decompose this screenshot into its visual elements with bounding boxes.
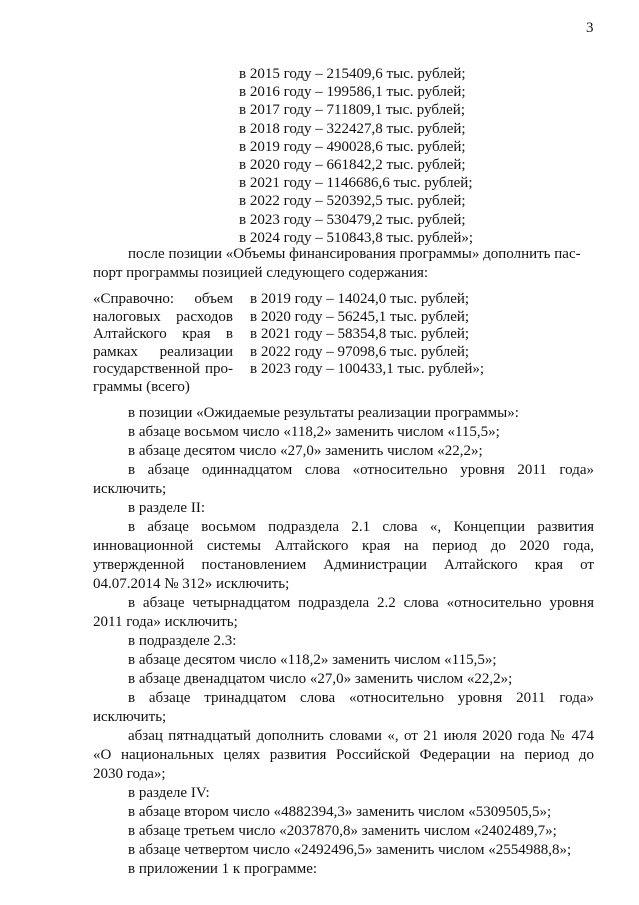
funding-year-row: в 2017 году – 711809,1 тыс. рублей; (239, 102, 465, 119)
body-line: в приложении 1 к программе: (128, 861, 318, 877)
reference-label-line: государственной про- (93, 361, 233, 378)
body-line: в абзаце четырнадцатом подраздела 2.2 слова «относительно уровня (128, 595, 594, 611)
body-line: в абзаце тринадцатом слова «относительно уровня 2011 года» (128, 690, 594, 706)
body-line: исключить; (93, 709, 167, 725)
page-number: 3 (586, 20, 594, 36)
body-line: в позиции «Ожидаемые результаты реализации программы»: (128, 405, 519, 421)
funding-by-year-list (239, 65, 473, 247)
funding-year-row: в 2020 году – 661842,2 тыс. рублей; (239, 157, 466, 174)
body-line: утвержденной постановлением Администрации Алтайского края от (93, 557, 594, 573)
body-line: в подразделе 2.3: (128, 633, 237, 649)
funding-year-row: в 2019 году – 490028,6 тыс. рублей; (239, 138, 466, 155)
body-line: 2011 года» исключить; (93, 614, 238, 630)
funding-year-row: в 2015 году – 215409,6 тыс. рублей; (239, 66, 466, 82)
body-line: в абзаце втором число «4882394,3» заменить числом «5309505,5»; (128, 804, 552, 820)
body-line: в абзаце десятом число «27,0» заменить числом «22,2»; (128, 443, 483, 459)
funding-year-row: в 2022 году – 520392,5 тыс. рублей; (239, 193, 466, 210)
reference-label (93, 291, 233, 397)
body-line: в абзаце восьмом число «118,2» заменить числом «115,5»; (128, 424, 500, 440)
body-line: 04.07.2014 № 312» исключить; (93, 576, 290, 592)
body-line: в абзаце двенадцатом число «27,0» заменить числом «22,2»; (128, 671, 513, 687)
body-line: 2030 года»; (93, 766, 166, 782)
body-line: в разделе II: (128, 500, 205, 516)
body-line: абзац пятнадцатый дополнить словами «, от 21 июля 2020 года № 474 (128, 728, 594, 744)
body-line: в разделе IV: (128, 785, 210, 801)
reference-value-row: в 2022 году – 97098,6 тыс. рублей; (250, 343, 470, 360)
intro-line: после позиции «Объемы финансирования программы» дополнить пас- (128, 246, 581, 262)
reference-value-row: в 2019 году – 14024,0 тыс. рублей; (250, 291, 470, 307)
funding-year-row: в 2021 году – 1146686,6 тыс. рублей; (239, 175, 473, 192)
intro-line: порт программы позицией следующего содержания: (93, 265, 429, 281)
body-line: в абзаце десятом число «118,2» заменить числом «115,5»; (128, 652, 497, 668)
body-line: исключить; (93, 481, 167, 497)
funding-year-row: в 2023 году – 530479,2 тыс. рублей; (239, 211, 466, 228)
body-line: в абзаце третьем число «2037870,8» заменить числом «2402489,7»; (128, 823, 557, 839)
body-line: в абзаце одиннадцатом слова «относительно уровня 2011 года» (128, 462, 594, 478)
reference-label-line: Алтайского края в (93, 326, 233, 343)
reference-label-line: «Справочно: объем (93, 291, 233, 307)
reference-label-line: налоговых расходов (93, 308, 233, 325)
body-line: инновационной системы Алтайского края на период до 2020 года, (93, 538, 594, 554)
reference-label-line: рамках реализации (93, 343, 233, 360)
reference-value-row: в 2023 году – 100433,1 тыс. рублей»; (250, 361, 485, 378)
funding-year-row: в 2024 году – 510843,8 тыс. рублей»; (239, 229, 474, 246)
body-line: в абзаце восьмом подраздела 2.1 слова «, Концепции развития (128, 519, 594, 535)
reference-value-row: в 2020 году – 56245,1 тыс. рублей; (250, 308, 470, 325)
reference-label-line: граммы (всего) (93, 378, 190, 395)
funding-year-row: в 2016 году – 199586,1 тыс. рублей; (239, 84, 466, 101)
funding-year-row: в 2018 году – 322427,8 тыс. рублей; (239, 120, 466, 137)
body-line: «О национальных целях развития Российской Федерации на период до (93, 747, 594, 763)
body-line: в абзаце четвертом число «2492496,5» заменить числом «2554988,8»; (128, 842, 572, 858)
reference-values (250, 291, 484, 379)
reference-value-row: в 2021 году – 58354,8 тыс. рублей; (250, 326, 470, 343)
